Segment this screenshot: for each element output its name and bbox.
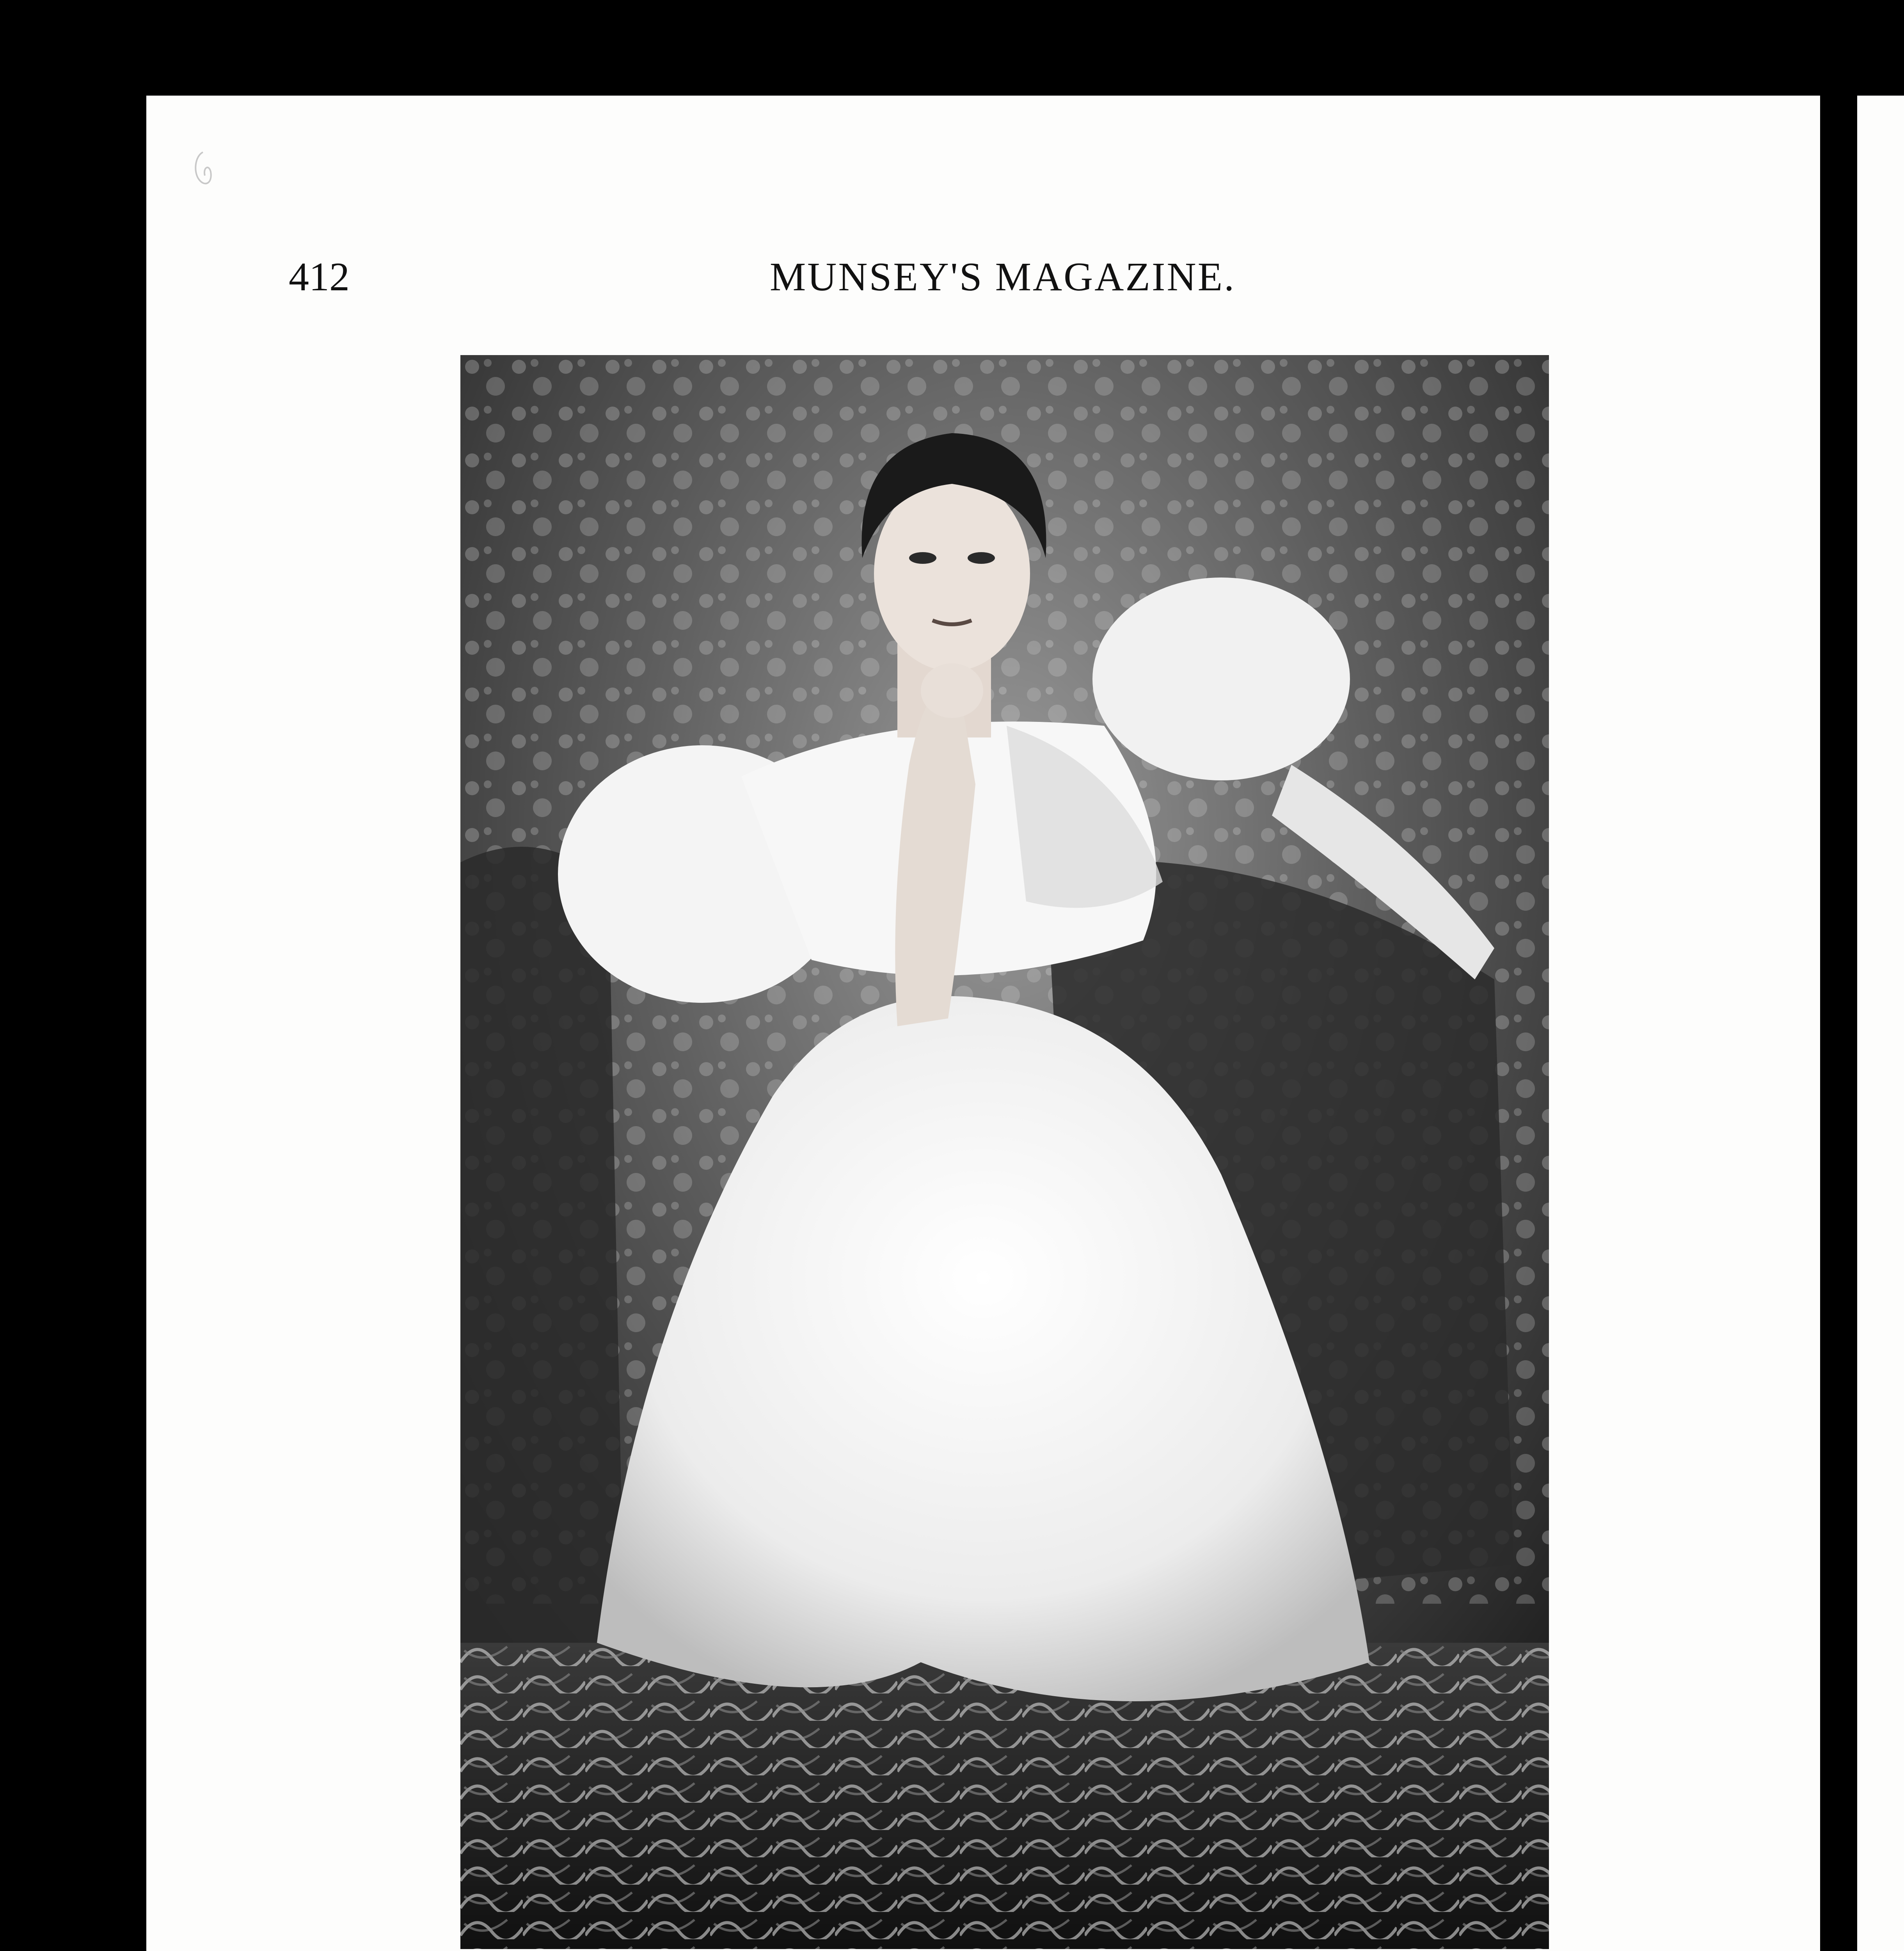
magazine-title: MUNSEY'S MAGAZINE. bbox=[769, 254, 1236, 299]
page-number: 412 bbox=[289, 254, 350, 299]
portrait-image bbox=[460, 355, 1549, 1949]
page-gutter bbox=[1834, 96, 1857, 1951]
pencil-mark bbox=[187, 148, 218, 195]
facing-page-edge bbox=[1857, 96, 1904, 1951]
portrait-photograph bbox=[460, 355, 1549, 1949]
running-head bbox=[289, 250, 1717, 304]
